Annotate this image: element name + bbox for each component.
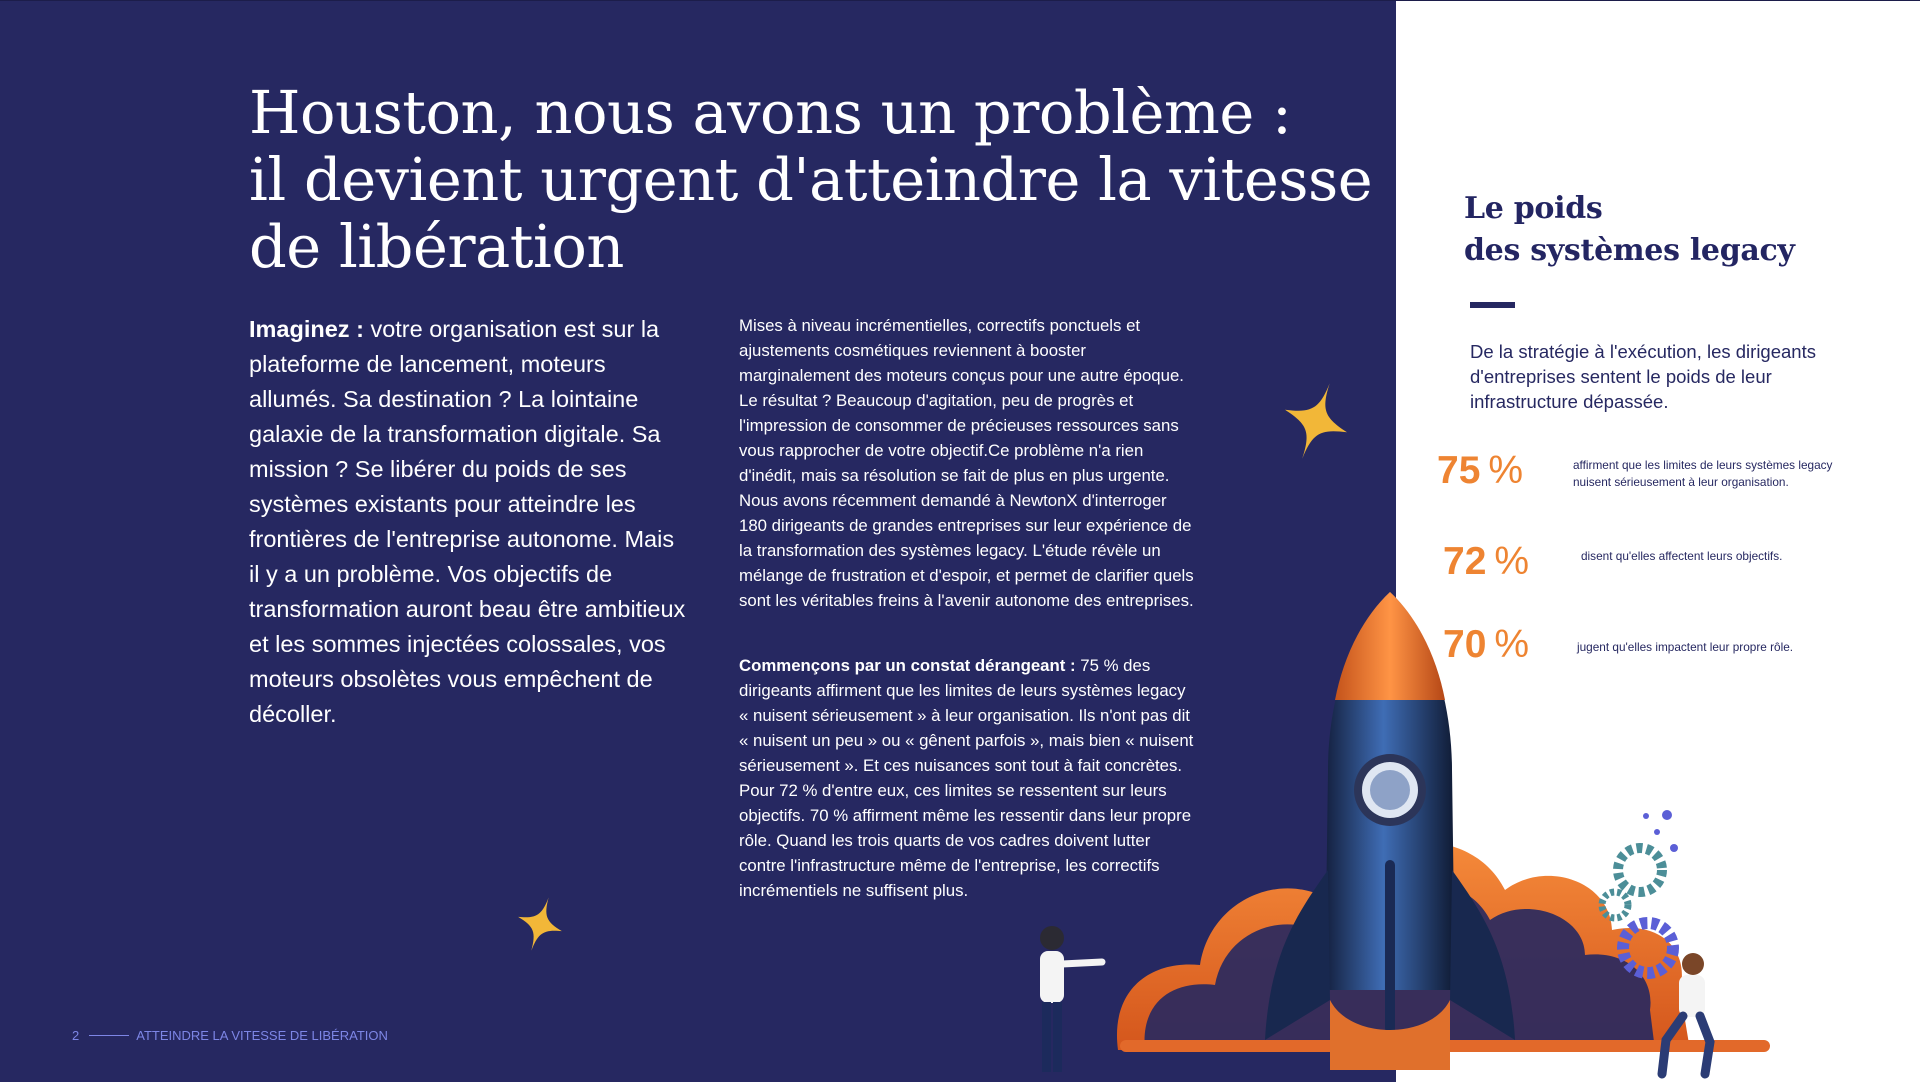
page-number: 2 xyxy=(72,1027,80,1043)
sidebar-lead: De la stratégie à l'exécution, les dirigeants d'entreprises sentent le poids de leur infrastructure dépassée. xyxy=(1470,341,1816,412)
stat-number: 75 xyxy=(1437,449,1481,492)
sidebar-title-line: Le poids xyxy=(1464,191,1603,226)
sparkle-star-icon xyxy=(1283,381,1349,461)
sidebar-rule xyxy=(1470,302,1515,308)
body-paragraph-2-text: 75 % des dirigeants affirment que les limites de leurs systèmes legacy « nuisent sérieusement » à leur organisation. Ils n'ont pas dit « nuisent un peu » ou « gênent parfois », mais bien « nuisent sérieusement ». Et ces nuisances sont tout à fait concrètes. Pour 72 % d'entre eux, ces limites se ressentent sur leurs objectifs. 70 % affirment même les ressentir dans leur propre rôle. Quand les trois quarts de vos cadres doivent lutter contre l'infrastructure même de l'entreprise, les correctifs incrémentiels ne suffisent plus. xyxy=(739,656,1194,900)
stat-value xyxy=(1437,449,1523,493)
page-footer xyxy=(72,1025,388,1045)
stat-number: 70 xyxy=(1443,623,1487,666)
footer-label: ATTEINDRE LA VITESSE DE LIBÉRATION xyxy=(136,1027,388,1043)
intro-paragraph xyxy=(249,312,689,732)
body-paragraph-1: Mises à niveau incrémentielles, correctifs ponctuels et ajustements cosmétiques reviennent à booster marginalement des moteurs conçus pour une autre époque. Le résultat ? Beaucoup d'agitation, peu de progrès et l'impression de consommer de précieuses ressources sans vous rapprocher de votre objectif.Ce problème n'a rien d'inédit, mais sa résolution se fait de plus en plus urgente. Nous avons récemment demandé à NewtonX d'interroger 180 dirigeants de grandes entreprises sur leur expérience de la transformation des systèmes legacy. L'étude révèle un mélange de frustration et d'espoir, et permet de clarifier quels sont les véritables freins à l'avenir autonome des entreprises. xyxy=(739,316,1194,610)
rocket-illustration xyxy=(1000,570,1780,1082)
sparkle-star-icon xyxy=(517,896,563,952)
sidebar-title xyxy=(1464,188,1795,272)
title-line: il devient urgent d'atteindre la vitesse xyxy=(249,145,1373,214)
stat-number: 72 xyxy=(1443,540,1487,583)
stat-description: affirment que les limites de leurs systèmes legacy nuisent sérieusement à leur organisation. xyxy=(1573,458,1833,489)
body-paragraph-2-lead: Commençons par un constat dérangeant : xyxy=(739,656,1076,675)
intro-lead: Imaginez : xyxy=(249,316,364,342)
footer-rule xyxy=(89,1035,129,1036)
intro-text: votre organisation est sur la plateforme de lancement, moteurs allumés. Sa destination ? La lointaine galaxie de la transformation digitale. Sa mission ? Se libérer du poids de ses systèmes existants pour atteindre les frontières de l'entreprise autonome. Mais il y a un problème. Vos objectifs de transformation auront beau être ambitieux et les sommes injectées colossales, vos moteurs obsolètes vous empêchent de décoller. xyxy=(249,316,686,727)
title-line: Houston, nous avons un problème : xyxy=(249,78,1292,147)
person-figure xyxy=(1040,926,1102,1072)
stat-unit: % xyxy=(1494,623,1530,666)
sidebar-title-line: des systèmes legacy xyxy=(1464,233,1795,268)
page-title xyxy=(249,79,1379,280)
stat-description: jugent qu'elles impactent leur propre rôle. xyxy=(1577,640,1794,654)
title-line: de libération xyxy=(249,212,624,281)
stat-unit: % xyxy=(1494,540,1530,583)
stat-unit: % xyxy=(1488,449,1524,492)
stat-description: disent qu'elles affectent leurs objectifs. xyxy=(1581,549,1783,563)
